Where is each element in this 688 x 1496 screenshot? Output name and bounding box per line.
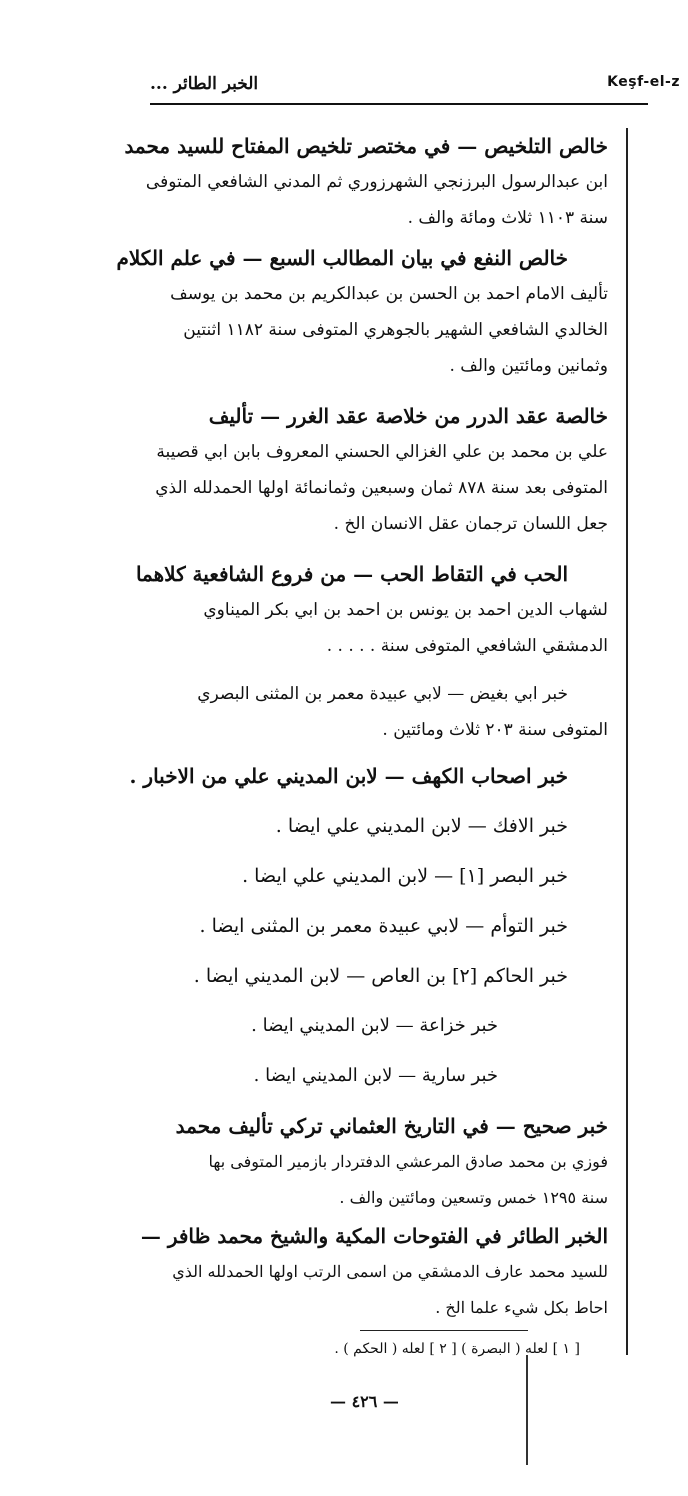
page-number: — ٤٢٦ — — [330, 1392, 399, 1411]
header-rule — [150, 103, 648, 105]
entry-line: المتوفى بعد سنة ٨٧٨ ثمان وسبعين وثمانمائة اولها الحمدلله الذي — [155, 478, 608, 498]
entry-sariya — [138, 1058, 608, 1094]
entry-al-hakam — [138, 958, 608, 994]
entry-line: تأليف الامام احمد بن الحسن بن عبدالكريم بن محمد بن يوسف — [170, 284, 608, 304]
entry-line: خبر صحيح — في التاريخ العثماني تركي تأليف محمد — [175, 1114, 608, 1138]
entry-line: سنة ١٢٩٥ خمس وتسعين ومائتين والف . — [339, 1188, 608, 1207]
entry-khabar-sahih — [138, 1108, 608, 1216]
entry-ashab-al-kahf — [129, 758, 608, 794]
entry-line: فوزي بن محمد صادق المرعشي الدفتردار بازمير المتوفى بها — [208, 1152, 608, 1171]
entry-line: خبر التوأم — لابي عبيدة معمر بن المثنى ايضا . — [199, 915, 568, 937]
entry-line: خبر اصحاب الكهف — لابن المديني علي من الاخبار . — [129, 764, 568, 788]
entry-al-basar — [138, 858, 608, 894]
entry-al-tawam — [138, 908, 608, 944]
entry-line: ابن عبدالرسول البرزنجي الشهرزوري ثم المدني الشافعي المتوفى — [145, 172, 608, 192]
footnote-rule — [360, 1330, 528, 1331]
entry-line: سنة ١١٠٣ ثلاث ومائة والف . — [407, 208, 608, 228]
entry-al-ifk — [138, 808, 608, 844]
entry-line: خبر الافك — لابن المديني علي ايضا . — [275, 815, 568, 837]
entry-line: الخبر الطائر في الفتوحات المكية والشيخ محمد ظافر — — [140, 1224, 608, 1248]
header-title: الخبر الطائر ... — [150, 74, 259, 94]
entry-line: خالص النفع في بيان المطالب السبع — في علم الكلام — [116, 246, 568, 270]
entry-line: احاط بكل شيء علما الخ . — [435, 1298, 608, 1317]
column-rule — [626, 128, 628, 1355]
entry-khalis-al-talkhis — [124, 128, 608, 236]
entry-line: المتوفى سنة ٢٠٣ ثلاث ومائتين . — [382, 720, 608, 740]
entry-khalisat-aqd-al-durar — [138, 398, 608, 542]
entry-line: خالصة عقد الدرر من خلاصة عقد الغرر — تأليف — [208, 404, 608, 428]
entry-line: علي بن محمد بن علي الغزالي الحسني المعروف بابن ابي قصيبة — [156, 442, 608, 462]
entry-line: للسيد محمد عارف الدمشقي من اسمى الرتب اولها الحمدلله الذي — [172, 1262, 608, 1281]
entry-line: لشهاب الدين احمد بن يونس بن احمد بن ابي بكر الميناوي — [203, 600, 608, 620]
entry-line: خبر الحاكم [٢] بن العاص — لابن المديني ايضا . — [193, 965, 568, 987]
entry-line: خبر البصر [١] — لابن المديني علي ايضا . — [242, 865, 568, 887]
entry-al-hubb — [135, 556, 608, 664]
header-book-name: Keşf-el-z — [607, 74, 680, 90]
footnote: [ ١ ] لعله ( البصرة ) [ ٢ ] لعله ( الحكم ) . — [334, 1341, 580, 1357]
entry-khabar-abi-baghid — [138, 676, 608, 748]
entry-line: خبر خزاعة — لابن المديني ايضا . — [251, 1015, 498, 1036]
entry-khalis-al-nafa — [116, 240, 608, 384]
entry-khuzaa — [138, 1008, 608, 1044]
entry-line: الحب في التقاط الحب — من فروع الشافعية كلاهما — [135, 562, 568, 586]
entry-line: خالص التلخيص — في مختصر تلخيص المفتاح للسيد محمد — [124, 134, 608, 158]
entry-line: خبر ابي بغيض — لابي عبيدة معمر بن المثنى البصري — [197, 684, 568, 704]
entry-line: الخالدي الشافعي الشهير بالجوهري المتوفى سنة ١١٨٢ اثنتين — [183, 320, 608, 340]
entry-line: الدمشقي الشافعي المتوفى سنة . . . . . — [326, 636, 608, 656]
entry-line: جعل اللسان ترجمان عقل الانسان الخ . — [333, 514, 608, 534]
entry-line: خبر سارية — لابن المديني ايضا . — [253, 1065, 498, 1086]
column-rule-lower — [526, 1355, 528, 1465]
entry-al-khabar-al-tair — [138, 1218, 608, 1326]
entry-line: وثمانين ومائتين والف . — [449, 356, 608, 376]
